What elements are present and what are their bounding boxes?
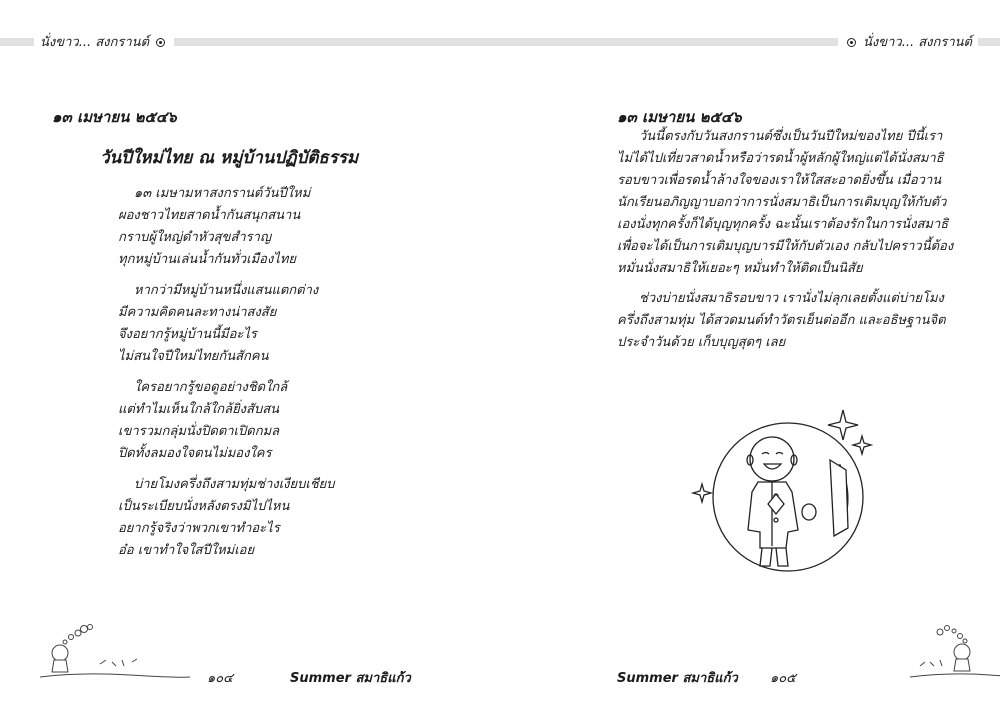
poem-line: ปิดทั้งลมองใจตนไม่มองใคร — [118, 446, 272, 461]
running-head-right — [838, 31, 978, 52]
book-title-right: Summer สมาธิแก้ว — [617, 671, 738, 686]
poem-line: แต่ทำไมเห็นใกล้ใกล้ยิ่งสับสน — [118, 402, 280, 417]
poem-line: หากว่ามีหมู่บ้านหนึ่งแสนแตกต่าง — [134, 283, 319, 298]
bullet-icon — [156, 38, 165, 47]
paragraph: ช่วงบ่ายนั่งสมาธิรอบขาว เรานั่งไม่ลุกเลยตั้งแต่บ่ายโมงครึ่งถึงสามทุ่ม ได้สวดมนต์ทำวัตรเย็นต่ออีก และอธิษฐานจิตประจำวันด้วย เก็บบุญสุดๆ เลย — [617, 291, 946, 350]
diary-text — [617, 126, 957, 362]
poem-line: ๑๓ เมษามหาสงกรานต์วันปีใหม่ — [134, 186, 311, 201]
right-page-date: ๑๓ เมษายน ๒๕๔๖ — [617, 108, 742, 126]
poem-line: ไม่สนใจปีใหม่ไทยกันสักคน — [118, 349, 269, 364]
poem-line: อ๋อ เขาทำใจใสปีใหม่เอย — [118, 543, 255, 558]
poem-line: บ่ายโมงครึ่งถึงสามทุ่มช่างเงียบเชียบ — [134, 477, 335, 492]
poem-line: จึงอยากรู้หมู่บ้านนี้มีอะไร — [118, 327, 257, 342]
running-head-left-text: นั่งขาว... สงกรานต์ — [40, 35, 150, 50]
footer-doodle-left — [40, 622, 190, 682]
stanza — [118, 280, 458, 368]
book-title-left: Summer สมาธิแก้ว — [290, 671, 411, 686]
bullet-icon — [847, 38, 856, 47]
poem-line: ใครอยากรู้ขอดูอย่างชิดใกล้ — [134, 380, 288, 395]
running-head-right-text: นั่งขาว... สงกรานต์ — [862, 35, 972, 50]
poem-line: ทุกหมู่บ้านเล่นน้ำกันทั่วเมืองไทย — [118, 252, 297, 267]
poem-line: กราบผู้ใหญ่ดำหัวสุขสำราญ — [118, 230, 272, 245]
running-head-left — [34, 31, 174, 52]
footer-doodle-right — [890, 622, 1000, 682]
poem-line: มีความคิดคนละทางน่าสงสัย — [118, 305, 277, 320]
stanza — [118, 183, 458, 271]
left-page-date: ๑๓ เมษายน ๒๕๔๖ — [52, 108, 177, 126]
poem-line: เป็นระเบียบนั่งหลังตรงมิไปไหน — [118, 499, 290, 514]
poem-line: เขารวมกลุ่มนั่งปิดตาเปิดกมล — [118, 424, 280, 439]
page-number-right: ๑๐๕ — [770, 671, 797, 686]
paragraph: วันนี้ตรงกับวันสงกรานต์ซึ่งเป็นวันปีใหม่ของไทย ปีนี้เราไม่ได้ไปเที่ยวสาดน้ำหรือว่ารดน้ำผู้หลักผู้ใหญ่แต่ได้นั่งสมาธิรอบขาวเพื่อรดน้ำล้างใจของเราให้ใสสะอาดยิ่งขึ้น เมื่อวานนักเรียนอภิญญาบอกว่าการนั่งสมาธิเป็นการเติมบุญให้กับตัวเองนั่งทุกครั้งก็ได้บุญทุกครั้ง ฉะนั้นเราต้องรักในการนั่งสมาธิเพื่อจะได้เป็นการเติมบุญบารมีให้กับตัวเอง กลับไปคราวนี้ต้องหมั่นนั่งสมาธิให้เยอะๆ หมั่นทำให้ติดเป็นนิสัย — [617, 129, 954, 276]
praying-child-in-bubble-illustration — [688, 400, 888, 580]
poem — [118, 183, 458, 571]
poem-line: ผองชาวไทยสาดน้ำกันสนุกสนาน — [118, 208, 301, 223]
stanza — [118, 474, 458, 562]
poem-line: อยากรู้จริงว่าพวกเขาทำอะไร — [118, 521, 280, 536]
poem-title: วันปีใหม่ไทย ณ หมู่บ้านปฏิบัติธรรม — [100, 148, 359, 168]
page-number-left: ๑๐๔ — [207, 671, 234, 686]
stanza — [118, 377, 458, 465]
